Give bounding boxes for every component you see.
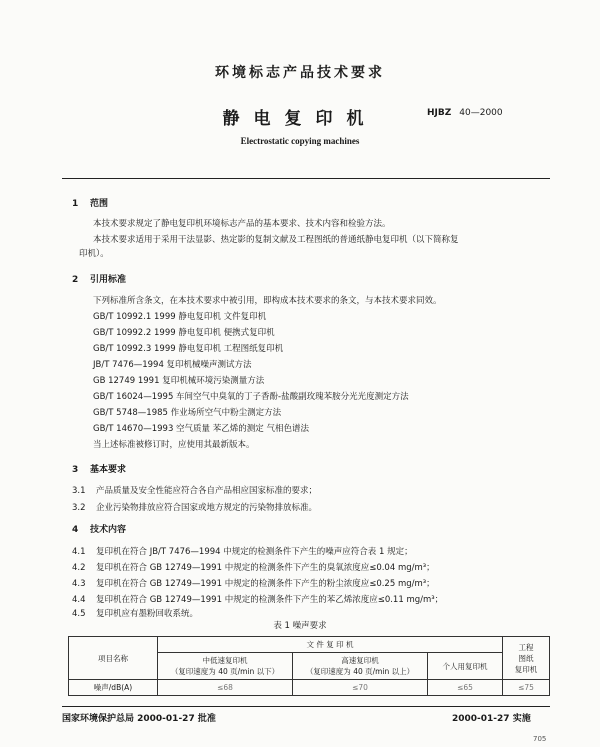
- high-speed-note: （复印速度为 40 页/min 以上）: [305, 667, 415, 676]
- footer-divider: [62, 706, 550, 707]
- table-cell: ≤68: [158, 680, 293, 696]
- low-speed-note: （复印速度为 40 页/min 以下）: [170, 667, 280, 676]
- section-number: 2: [72, 275, 79, 285]
- row-label: 噪声/dB(A): [69, 680, 158, 696]
- reference-item: GB/T 5748—1985 作业场所空气中粉尘测定方法: [93, 408, 282, 418]
- reference-item: GB/T 16024—1995 车间空气中臭氧的丁子香酚-盐酸副玫瑰苯胺分光光度测定方法: [93, 392, 409, 402]
- section-title: 技术内容: [90, 525, 127, 535]
- section-1-heading: [72, 196, 108, 209]
- high-speed-header: [293, 653, 428, 680]
- personal-copier-header: 个人用复印机: [428, 653, 503, 680]
- table-cell: ≤65: [428, 680, 503, 696]
- section-title: 范围: [90, 199, 109, 209]
- clause-item: [72, 484, 317, 496]
- table-caption: 表 1 噪声要求: [273, 621, 327, 631]
- paragraph: 当上述标准被修订时，应使用其最新版本。: [93, 440, 255, 450]
- document-copier-header: 文 件 复 印 机: [158, 637, 503, 653]
- section-2-heading: [72, 272, 126, 285]
- page-number: 705: [533, 735, 547, 743]
- clause-item: [72, 593, 443, 605]
- standard-code-prefix: HJBZ: [427, 108, 452, 118]
- section-4-heading: [72, 522, 126, 535]
- section-number: 3: [72, 465, 79, 475]
- table-cell: ≤70: [293, 680, 428, 696]
- english-title: Electrostatic copying machines: [240, 136, 360, 146]
- clause-number: 4.4: [72, 595, 86, 605]
- high-speed-label: 高速复印机: [341, 656, 379, 665]
- reference-item: GB/T 10992.1 1999 静电复印机 文件复印机: [93, 312, 267, 322]
- paragraph: 印机）。: [79, 249, 109, 259]
- approval-statement: 国家环境保护总局 2000-01-27 批准: [62, 714, 216, 724]
- engineering-header-line: 图纸: [518, 653, 534, 663]
- section-number: 1: [72, 199, 79, 209]
- clause-number: 3.2: [72, 503, 86, 513]
- header-divider: [62, 178, 550, 179]
- reference-item: GB/T 10992.3 1999 静电复印机 工程图纸复印机: [93, 344, 284, 354]
- clause-text: 企业污染物排放应符合国家或地方规定的污染物排放标准。: [96, 503, 318, 513]
- clause-number: 4.5: [72, 609, 86, 619]
- low-speed-label: 中低速复印机: [202, 656, 248, 665]
- reference-item: JB/T 7476—1994 复印机械噪声测试方法: [93, 360, 252, 370]
- engineering-header-line: 复印机: [514, 664, 538, 674]
- clause-text: 复印机在符合 GB 12749—1991 中规定的检测条件下产生的苯乙烯浓度应≤0.11 mg/m³；: [96, 595, 444, 605]
- section-title: 基本要求: [90, 465, 127, 475]
- standard-code-number: 40—2000: [459, 108, 503, 118]
- engineering-header-line: 工程: [518, 642, 534, 652]
- section-number: 4: [72, 525, 79, 535]
- clause-text: 复印机在符合 GB 12749—1991 中规定的检测条件下产生的臭氧浓度应≤0.04 mg/m³；: [96, 563, 435, 573]
- page-title: 静电复印机: [222, 109, 378, 129]
- paragraph: 本技术要求适用于采用干法显影、热定影的复制文献及工程图纸的普通纸静电复印机（以下简称复: [93, 235, 459, 245]
- clause-item: [72, 501, 317, 513]
- reference-item: GB 12749 1991 复印机械环境污染测量方法: [93, 376, 265, 386]
- clause-text: 复印机在符合 JB/T 7476—1994 中规定的检测条件下产生的噪声应符合表 1 规定；: [96, 547, 413, 557]
- effective-date: 2000-01-27 实施: [452, 714, 531, 724]
- table-cell: ≤75: [503, 680, 550, 696]
- reference-item: GB/T 14670—1993 空气质量 苯乙烯的测定 气相色谱法: [93, 424, 309, 434]
- clause-number: 3.1: [72, 486, 86, 496]
- paragraph: 本技术要求规定了静电复印机环境标志产品的基本要求、技术内容和检验方法。: [93, 219, 391, 229]
- reference-item: GB/T 10992.2 1999 静电复印机 便携式复印机: [93, 328, 275, 338]
- section-3-heading: [72, 462, 126, 475]
- clause-item: [72, 545, 413, 557]
- section-title: 引用标准: [90, 275, 127, 285]
- paragraph: 下列标准所含条文，在本技术要求中被引用，即构成本技术要求的条文，与本技术要求同效。: [93, 296, 442, 306]
- clause-number: 4.1: [72, 547, 86, 557]
- engineering-copier-header: [503, 637, 550, 680]
- table-row: [69, 680, 550, 696]
- standard-code: [427, 108, 503, 118]
- noise-requirements-table: [68, 636, 550, 696]
- clause-text: 复印机应有墨粉回收系统。: [96, 609, 199, 619]
- clause-number: 4.3: [72, 579, 86, 589]
- clause-number: 4.2: [72, 563, 86, 573]
- table-header-row: [69, 637, 550, 653]
- clause-text: 产品质量及安全性能应符合各自产品相应国家标准的要求；: [96, 486, 318, 496]
- clause-item: [72, 561, 435, 573]
- low-speed-header: [158, 653, 293, 680]
- clause-text: 复印机在符合 GB 12749—1991 中规定的检测条件下产生的粉尘浓度应≤0.25 mg/m³；: [96, 579, 435, 589]
- standard-category: 环境标志产品技术要求: [215, 65, 385, 81]
- clause-item: [72, 607, 198, 619]
- item-name-header: 项目名称: [69, 637, 158, 680]
- clause-item: [72, 577, 435, 589]
